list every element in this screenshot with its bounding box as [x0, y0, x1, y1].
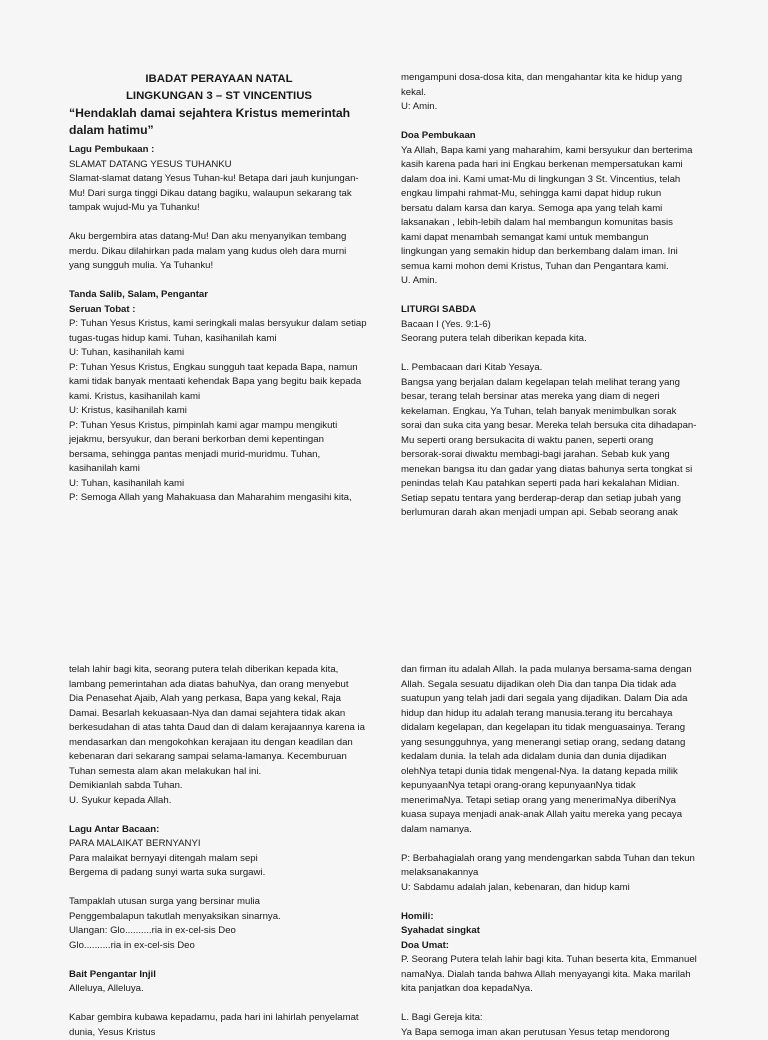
text-line: L. Bagi Gereja kita: — [401, 1011, 711, 1026]
text-line: namaNya. Dialah tanda bahwa Allah menyayangi kita. Maka marilah — [401, 968, 711, 983]
column-top-left — [69, 71, 369, 506]
text-line: U. Amin. — [401, 274, 711, 289]
text-line: kasih karena pada hari ini Engkau berkenan mempersatukan kami — [401, 158, 711, 173]
section-heading: Doa Pembukaan — [401, 129, 711, 144]
text-line: dunia, Yesus Kristus — [69, 1026, 379, 1040]
document-subtitle: LINGKUNGAN 3 – ST VINCENTIUS — [69, 88, 369, 105]
text-line: laksanakan , lebih-lebih dalam hal membangun komunitas basis — [401, 216, 711, 231]
text-line: Seorang putera telah diberikan kepada kita. — [401, 332, 711, 347]
text-line: kedalam dunia. Ia telah ada didalam dunia dan dunia dijadikan — [401, 750, 711, 765]
text-line: berlumuran darah akan menjadi umpan api. Sebab seorang anak — [401, 506, 711, 521]
text-line: yang sungguh mulia. Ya Tuhanku! — [69, 259, 369, 274]
text-line: menerimaNya. Tetapi setiap orang yang menerimaNya diberiNya — [401, 794, 711, 809]
text-line: suatupun yang telah jadi dari segala yang dijadikan. Dalam Dia ada — [401, 692, 711, 707]
text-block — [69, 158, 369, 216]
text-block — [69, 663, 379, 808]
text-line: Ya Allah, Bapa kami yang maharahim, kami bersyukur dan berterima — [401, 144, 711, 159]
section-heading: Lagu Pembukaan : — [69, 143, 369, 158]
text-line: bersorak-sorai diwaktu membagi-bagi jarahan. Sebab kuk yang — [401, 448, 711, 463]
text-line: U. Syukur kepada Allah. — [69, 794, 379, 809]
text-line: kebenaran dari sekarang sampai selama-lamanya. Kecemburuan — [69, 750, 379, 765]
text-line: kepunyaanNya tetapi orang-orang kepunyaanNya tidak — [401, 779, 711, 794]
text-line: dan firman itu adalah Allah. Ia pada mulanya bersama-sama dengan — [401, 663, 711, 678]
text-block — [401, 852, 711, 896]
text-line: melaksanakannya — [401, 866, 711, 881]
text-line: hidup dan hidup itu adalah terang manusia.terang itu bercahaya — [401, 707, 711, 722]
text-line: Mu seperti orang bersukacita di waktu panen, seperti orang — [401, 434, 711, 449]
text-line: lambang pemerintahan ada diatas bahuNya, dan orang menyebut — [69, 678, 379, 693]
text-line: P: Berbahagialah orang yang mendengarkan sabda Tuhan dan tekun — [401, 852, 711, 867]
text-line: Demikianlah sabda Tuhan. — [69, 779, 379, 794]
text-line: P: Tuhan Yesus Kristus, kami seringkali malas bersyukur dalam setiap — [69, 317, 369, 332]
text-line: yang sesungguhnya, yang menerangi setiap orang, sedang datang — [401, 736, 711, 751]
text-line: kekelaman. Engkau, Ya Tuhan, telah banyak menimbulkan sorak — [401, 405, 711, 420]
text-line: mengampuni dosa-dosa kita, dan mengahantar kita ke hidup yang — [401, 71, 711, 86]
text-line: semua kami mohon demi Kristus, Tuhan dan Pengantara kami. — [401, 260, 711, 275]
text-line: kekal. — [401, 86, 711, 101]
text-line: dalam namanya. — [401, 823, 711, 838]
text-line: Tampaklah utusan surga yang bersinar mulia — [69, 895, 379, 910]
text-line: P. Seorang Putera telah lahir bagi kita. Tuhan beserta kita, Emmanuel — [401, 953, 711, 968]
text-line: PARA MALAIKAT BERNYANYI — [69, 837, 379, 852]
text-line: U: Tuhan, kasihanilah kami — [69, 346, 369, 361]
text-line: L. Pembacaan dari Kitab Yesaya. — [401, 361, 711, 376]
text-line: engkau limpahi rahmat-Mu, sehingga kami dapat hidup rukun — [401, 187, 711, 202]
text-block — [401, 71, 711, 115]
text-line: U: Amin. — [401, 100, 711, 115]
document-title: IBADAT PERAYAAN NATAL — [69, 71, 369, 88]
text-line: Glo..........ria in ex-cel-sis Deo — [69, 939, 379, 954]
text-line: penindas telah Kau patahkan seperti pada hari kekalahan Midian. — [401, 477, 711, 492]
section-heading: Seruan Tobat : — [69, 303, 369, 318]
text-line: Ya Bapa semoga iman akan perutusan Yesus tetap mendorong — [401, 1026, 711, 1040]
text-line: P: Tuhan Yesus Kristus, pimpinlah kami agar mampu mengikuti — [69, 419, 369, 434]
text-line: Para malaikat bernyayi ditengah malam sepi — [69, 852, 379, 867]
text-line: olehNya tetapi dunia tidak mengenal-Nya. Ia datang kepada milik — [401, 765, 711, 780]
text-line: lingkungan yang semakin hidup dan berkembang dalam iman. Ini — [401, 245, 711, 260]
text-line: SLAMAT DATANG YESUS TUHANKU — [69, 158, 369, 173]
column-bottom-left — [69, 663, 379, 1040]
text-line: Setiap sepatu tentara yang berderap-derap dan setiap jubah yang — [401, 492, 711, 507]
text-line: tampak wujud-Mu ya Tuhanku! — [69, 201, 369, 216]
text-block — [401, 953, 711, 997]
text-block — [69, 317, 369, 506]
text-block — [69, 230, 369, 274]
text-line: P: Semoga Allah yang Mahakuasa dan Maharahim mengasihi kita, — [69, 491, 369, 506]
text-block — [401, 144, 711, 289]
text-line: dalam doa ini. Kami umat-Mu di lingkungan 3 St. Vincentius, telah — [401, 173, 711, 188]
text-line: P: Tuhan Yesus Kristus, Engkau sungguh taat kepada Bapa, namun — [69, 361, 369, 376]
text-line: Bangsa yang berjalan dalam kegelapan telah melihat terang yang — [401, 376, 711, 391]
text-line: merdu. Dikau dilahirkan pada malam yang kudus oleh dara murni — [69, 245, 369, 260]
text-block — [401, 318, 711, 347]
text-block — [69, 895, 379, 953]
section-heading: Homili: — [401, 910, 711, 925]
text-line: kami. Kristus, kasihanilah kami — [69, 390, 369, 405]
text-line: kita panjatkan doa kepadaNya. — [401, 982, 711, 997]
text-line: telah lahir bagi kita, seorang putera telah diberikan kepada kita, — [69, 663, 379, 678]
text-block — [69, 837, 379, 881]
text-line: kasihanilah kami — [69, 462, 369, 477]
text-line: Alleluya, Alleluya. — [69, 982, 379, 997]
column-bottom-right — [401, 663, 711, 1040]
text-line: Bergema di padang sunyi warta suka surgawi. — [69, 866, 379, 881]
text-line: menekan bangsa itu dan gadar yang diatas bahunya serta tongkat si — [401, 463, 711, 478]
text-line: Penggembalapun takutlah menyaksikan sinarnya. — [69, 910, 379, 925]
text-line: Aku bergembira atas datang-Mu! Dan aku menyanyikan tembang — [69, 230, 369, 245]
text-line: kami dapat menambah semangat kami untuk membangun — [401, 231, 711, 246]
text-line: tugas-tugas hidup kami. Tuhan, kasihanilah kami — [69, 332, 369, 347]
text-line: bersatu dalam karsa dan karya. Semoga apa yang telah kami — [401, 202, 711, 217]
section-heading: LITURGI SABDA — [401, 303, 711, 318]
section-heading: Tanda Salib, Salam, Pengantar — [69, 288, 369, 303]
text-line: Mu! Dari surga tinggi Dikau datang bagiku, walaupun sekarang tak — [69, 187, 369, 202]
text-line: kami tidak banyak mentaati kehendak Bapa yang begitu baik kepada — [69, 375, 369, 390]
section-heading: Lagu Antar Bacaan: — [69, 823, 379, 838]
text-line: mendasarkan dan mengokohkan kerajaan itu dengan keadilan dan — [69, 736, 379, 751]
text-block — [401, 663, 711, 837]
column-top-right — [401, 71, 711, 521]
text-line: jejakmu, bersyukur, dan berani berkorban demi kepentingan — [69, 433, 369, 448]
text-line: sorai dan suka cita yang besar. Mereka telah bersuka cita dihadapan- — [401, 419, 711, 434]
text-line: kuasa supaya menjadi anak-anak Allah yaitu mereka yang pecaya — [401, 808, 711, 823]
theme-quote-line-1: “Hendaklah damai sejahtera Kristus memerintah — [69, 105, 369, 122]
text-line: Allah. Segala sesuatu dijadikan oleh Dia dan tanpa Dia tidak ada — [401, 678, 711, 693]
text-line: Bacaan I (Yes. 9:1-6) — [401, 318, 711, 333]
theme-quote-line-2: dalam hatimu” — [69, 122, 369, 139]
text-line: besar, terang telah bersinar atas mereka yang diam di negeri — [401, 390, 711, 405]
text-line: didalam kegelapan, dan kegelapan itu tidak menguasainya. Terang — [401, 721, 711, 736]
text-line: berkesudahan di atas tahta Daud dan di dalam kerajaannya karena ia — [69, 721, 379, 736]
text-block — [401, 1011, 711, 1040]
text-line: Damai. Besarlah kekuasaan-Nya dan damai sejahtera tidak akan — [69, 707, 379, 722]
text-line: Dia Penasehat Ajaib, Alah yang perkasa, Bapa yang kekal, Raja — [69, 692, 379, 707]
section-heading: Bait Pengantar Injil — [69, 968, 379, 983]
text-line: Slamat-slamat datang Yesus Tuhan-ku! Betapa dari jauh kunjungan- — [69, 172, 369, 187]
text-block — [69, 1011, 379, 1040]
text-line: Ulangan: Glo..........ria in ex-cel-sis Deo — [69, 924, 379, 939]
section-heading: Doa Umat: — [401, 939, 711, 954]
text-line: U: Sabdamu adalah jalan, kebenaran, dan hidup kami — [401, 881, 711, 896]
section-heading: Syahadat singkat — [401, 924, 711, 939]
text-line: bersama, sehingga pantas menjadi murid-muridmu. Tuhan, — [69, 448, 369, 463]
text-line: Tuhan semesta alam akan melakukan hal ini. — [69, 765, 379, 780]
text-line: U: Kristus, kasihanilah kami — [69, 404, 369, 419]
text-block — [401, 361, 711, 521]
text-line: Kabar gembira kubawa kepadamu, pada hari ini lahirlah penyelamat — [69, 1011, 379, 1026]
text-line: U: Tuhan, kasihanilah kami — [69, 477, 369, 492]
